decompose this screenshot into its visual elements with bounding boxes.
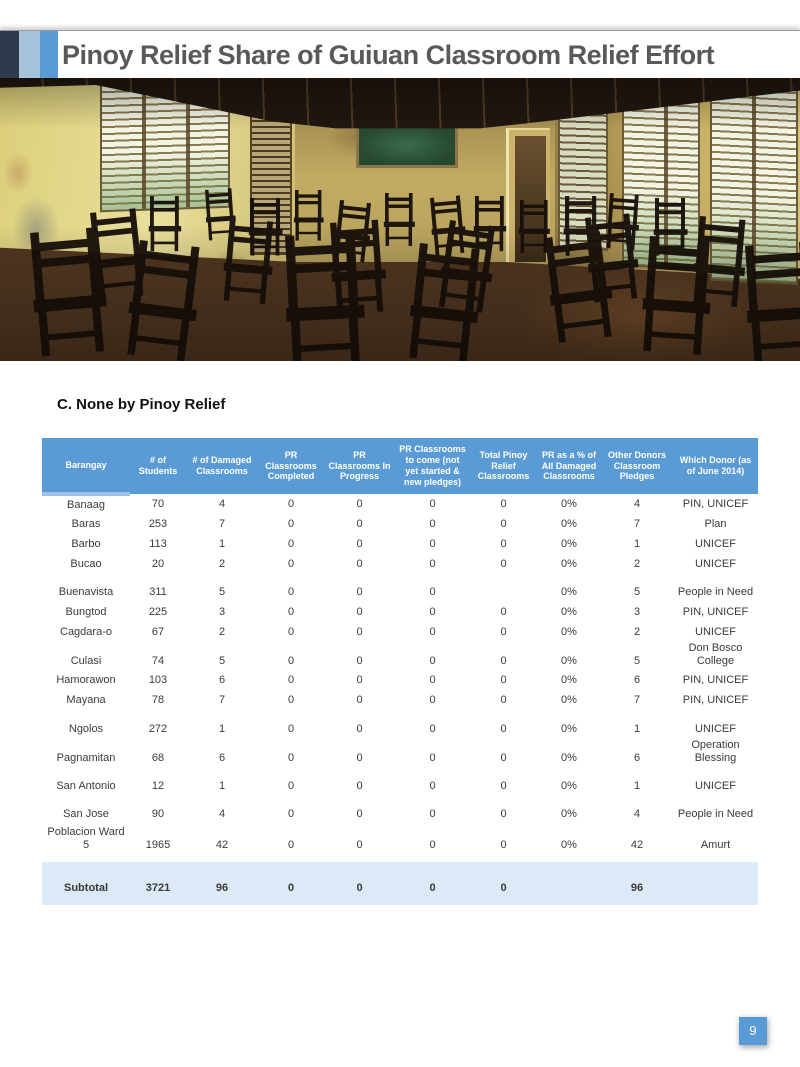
value-cell: 4 [186,494,258,514]
value-cell: 0 [470,494,537,514]
value-cell: 0 [324,494,395,514]
value-cell: 0 [395,796,470,824]
value-cell: 225 [130,602,186,622]
barangay-cell: Barbo [42,534,130,554]
value-cell: 0% [537,711,601,739]
value-cell: 0 [324,739,395,768]
donor-cell: UNICEF [673,622,758,642]
donor-cell: PIN, UNICEF [673,494,758,514]
value-cell: 0% [537,642,601,671]
barangay-cell: Culasi [42,642,130,671]
table-row [42,768,758,796]
table-header [42,438,758,494]
column-header: Total Pinoy Relief Classrooms [470,438,537,494]
donor-cell: UNICEF [673,554,758,574]
value-cell: 0 [324,514,395,534]
value-cell: 0 [395,514,470,534]
value-cell: 0% [537,574,601,602]
barangay-cell: Banaag [42,494,130,514]
donor-cell: People in Need [673,574,758,602]
table-row [42,554,758,574]
value-cell: 0% [537,671,601,691]
value-cell: 0% [537,554,601,574]
section-title: C. None by Pinoy Relief [57,396,226,413]
barangay-cell: Bungtod [42,602,130,622]
value-cell: 7 [601,514,673,534]
barangay-cell: Mayana [42,691,130,711]
value-cell: 103 [130,671,186,691]
donor-cell [673,862,758,905]
value-cell: 7 [601,691,673,711]
value-cell: 0 [324,711,395,739]
donor-cell: Don Bosco College [673,642,758,671]
donor-cell: Operation Blessing [673,739,758,768]
value-cell: 0 [395,602,470,622]
value-cell: 0 [258,494,324,514]
barangay-cell: Buenavista [42,574,130,602]
value-cell: 0 [470,862,537,905]
value-cell: 6 [601,671,673,691]
value-cell: 0% [537,514,601,534]
value-cell: 0 [258,642,324,671]
value-cell: 1 [186,768,258,796]
value-cell: 0 [470,671,537,691]
value-cell: 3 [601,602,673,622]
value-cell: 1965 [130,824,186,854]
value-cell: 311 [130,574,186,602]
table-row [42,711,758,739]
column-header: PR as a % of All Damaged Classrooms [537,438,601,494]
value-cell: 42 [601,824,673,854]
value-cell: 0% [537,796,601,824]
value-cell: 0 [470,602,537,622]
value-cell: 4 [601,494,673,514]
donor-cell: PIN, UNICEF [673,602,758,622]
photo-vignette [0,78,800,361]
table-row [42,862,758,905]
value-cell: 0% [537,494,601,514]
value-cell: 7 [186,514,258,534]
table-row [42,824,758,854]
table-row [42,739,758,768]
relief-table [42,438,758,905]
value-cell: 20 [130,554,186,574]
column-header: PR Classrooms In Progress [324,438,395,494]
donor-cell: UNICEF [673,711,758,739]
donor-cell: Amurt [673,824,758,854]
value-cell: 0 [324,574,395,602]
table-row [42,494,758,514]
barangay-cell: Baras [42,514,130,534]
value-cell: 4 [186,796,258,824]
value-cell: 2 [601,554,673,574]
value-cell: 0% [537,739,601,768]
value-cell: 0 [395,494,470,514]
value-cell: 70 [130,494,186,514]
table-row [42,574,758,602]
value-cell: 0 [258,768,324,796]
value-cell: 3 [186,602,258,622]
value-cell: 0 [395,554,470,574]
value-cell: 0% [537,602,601,622]
value-cell: 0 [324,602,395,622]
value-cell: 0 [470,642,537,671]
value-cell: 0 [258,711,324,739]
value-cell: 0 [324,642,395,671]
value-cell: 96 [186,862,258,905]
value-cell: 0 [395,642,470,671]
donor-cell: UNICEF [673,768,758,796]
value-cell: 0% [537,534,601,554]
value-cell: 0 [324,824,395,854]
barangay-cell: Bucao [42,554,130,574]
value-cell: 0 [395,622,470,642]
value-cell: 0 [324,862,395,905]
value-cell: 0 [258,739,324,768]
column-header: # of Students [130,438,186,494]
value-cell: 0 [324,796,395,824]
value-cell [470,574,537,602]
value-cell: 0 [258,514,324,534]
value-cell: 42 [186,824,258,854]
value-cell: 0 [324,534,395,554]
page-title: Pinoy Relief Share of Guiuan Classroom Relief Effort [62,40,715,70]
value-cell: 96 [601,862,673,905]
subtotal-label: Subtotal [42,862,130,905]
barangay-cell: San Antonio [42,768,130,796]
table-row [42,796,758,824]
value-cell: 0 [470,824,537,854]
value-cell: 0 [324,622,395,642]
value-cell: 90 [130,796,186,824]
value-cell: 0 [324,691,395,711]
barangay-cell: Cagdara-o [42,622,130,642]
value-cell: 0% [537,824,601,854]
value-cell: 6 [186,671,258,691]
value-cell: 0 [470,711,537,739]
value-cell: 0 [324,768,395,796]
value-cell: 0 [470,796,537,824]
value-cell: 0 [258,602,324,622]
accent-block-lightblue [19,31,40,79]
value-cell: 0 [395,739,470,768]
value-cell: 0 [258,862,324,905]
value-cell: 0 [395,574,470,602]
value-cell: 3721 [130,862,186,905]
value-cell: 74 [130,642,186,671]
value-cell: 5 [186,642,258,671]
value-cell: 0 [470,554,537,574]
page-number-badge: 9 [739,1017,767,1045]
donor-cell: People in Need [673,796,758,824]
value-cell: 2 [186,622,258,642]
accent-block-navy [0,31,19,79]
spacer-cell [42,854,758,862]
value-cell: 0 [395,824,470,854]
barangay-cell: San Jose [42,796,130,824]
value-cell: 5 [186,574,258,602]
value-cell: 0 [258,796,324,824]
value-cell: 68 [130,739,186,768]
value-cell: 1 [601,711,673,739]
value-cell: 1 [186,534,258,554]
column-header: PR Classrooms to come (not yet started & new pledges) [395,438,470,494]
value-cell: 0 [258,622,324,642]
value-cell: 0 [395,671,470,691]
value-cell: 1 [601,768,673,796]
value-cell: 0 [324,554,395,574]
column-header: # of Damaged Classrooms [186,438,258,494]
value-cell: 5 [601,642,673,671]
value-cell: 0 [470,691,537,711]
column-header: Other Donors Classroom Pledges [601,438,673,494]
value-cell: 0% [537,622,601,642]
value-cell: 0 [258,671,324,691]
barangay-cell: Pagnamitan [42,739,130,768]
column-header: PR Classrooms Completed [258,438,324,494]
table-row [42,534,758,554]
value-cell: 0 [470,768,537,796]
classroom-photo [0,78,800,361]
barangay-cell: Ngolos [42,711,130,739]
column-header: Barangay [42,438,130,494]
value-cell: 0 [395,711,470,739]
value-cell: 12 [130,768,186,796]
value-cell: 5 [601,574,673,602]
value-cell: 0 [258,534,324,554]
value-cell: 113 [130,534,186,554]
barangay-cell: Poblacion Ward 5 [42,824,130,854]
spacer-row [42,854,758,862]
accent-block-blue [40,31,58,79]
value-cell: 1 [601,534,673,554]
donor-cell: PIN, UNICEF [673,671,758,691]
value-cell: 1 [186,711,258,739]
value-cell: 0 [258,554,324,574]
title-bar [0,30,800,78]
table-row [42,642,758,671]
value-cell: 0% [537,691,601,711]
value-cell: 6 [186,739,258,768]
table-row [42,691,758,711]
value-cell: 0 [470,514,537,534]
value-cell: 0 [395,862,470,905]
value-cell: 2 [186,554,258,574]
value-cell: 0 [324,671,395,691]
value-cell: 253 [130,514,186,534]
value-cell: 0 [395,768,470,796]
value-cell: 0 [258,691,324,711]
donor-cell: UNICEF [673,534,758,554]
value-cell: 0 [258,824,324,854]
value-cell: 0 [395,691,470,711]
value-cell: 0% [537,768,601,796]
value-cell: 67 [130,622,186,642]
value-cell: 4 [601,796,673,824]
value-cell: 0 [395,534,470,554]
table-row [42,622,758,642]
donor-cell: Plan [673,514,758,534]
value-cell: 78 [130,691,186,711]
table-row [42,671,758,691]
value-cell: 272 [130,711,186,739]
value-cell: 6 [601,739,673,768]
value-cell: 0 [470,739,537,768]
value-cell: 0 [470,534,537,554]
value-cell: 7 [186,691,258,711]
value-cell: 2 [601,622,673,642]
value-cell: 0 [470,622,537,642]
table-row [42,602,758,622]
barangay-cell: Hamorawon [42,671,130,691]
value-cell [537,862,601,905]
table-row [42,514,758,534]
value-cell: 0 [258,574,324,602]
donor-cell: PIN, UNICEF [673,691,758,711]
table-body [42,494,758,905]
column-header: Which Donor (as of June 2014) [673,438,758,494]
table-header-row [42,438,758,494]
